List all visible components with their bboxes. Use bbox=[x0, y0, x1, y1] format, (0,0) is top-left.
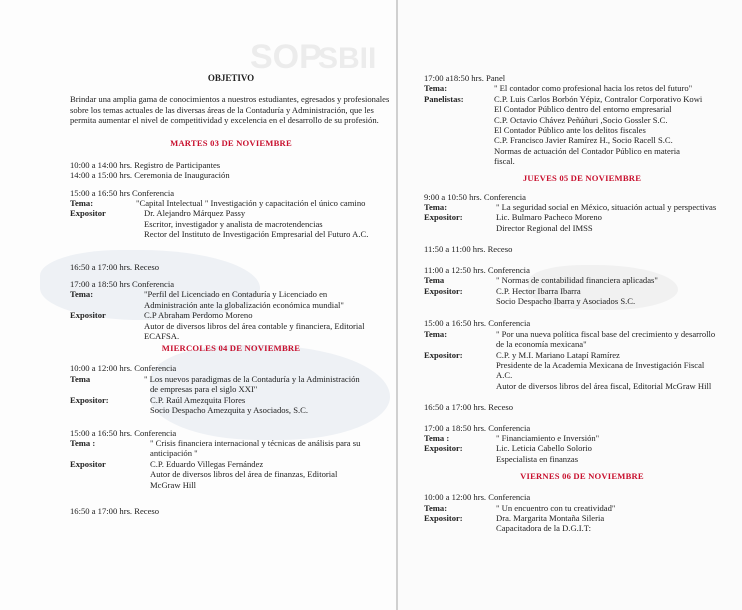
day-heading-jueves: JUEVES 05 DE NOVIEMBRE bbox=[522, 172, 642, 183]
objetivo-text: Brindar una amplia gama de conocimientos a nuestros estudiantes, egresados y profesionales sobre los temas actuales de las diversas áreas de la Contaduría y Administración, que les permita aumentar el nivel de competitividad y excelencia en el desarrollo de su profesión. bbox=[70, 94, 390, 126]
expositor-detail: Autor de diversos libros del área contable y financiera, Editorial bbox=[144, 320, 365, 331]
expositor-detail: Rector del Instituto de Investigación Empresarial del Futuro A.C. bbox=[144, 229, 369, 240]
tema-label: Tema : bbox=[424, 432, 450, 443]
right-page bbox=[398, 0, 742, 610]
session-time: 17:00 a18:50 hrs. Panel bbox=[424, 73, 506, 83]
expositor-text: C.P. Raúl Amezquita Flores bbox=[150, 394, 246, 405]
expositor-label: Expositor: bbox=[70, 394, 109, 405]
session-topic-row bbox=[424, 433, 740, 443]
expositor-detail: McGraw Hill bbox=[150, 479, 197, 490]
session-topic-row bbox=[424, 275, 740, 285]
receso-line: 16:50 a 17:00 hrs. Receso bbox=[70, 505, 160, 516]
tema-text: " Financiamiento e Inversión" bbox=[496, 432, 600, 443]
expositor-text: C.P Abraham Perdomo Moreno bbox=[144, 310, 253, 321]
receso-line: 16:50 a 17:00 hrs. Receso bbox=[424, 402, 514, 413]
panelista-text: El Contador Público ante los delitos fiscales bbox=[494, 125, 646, 136]
expositor-label: Expositor: bbox=[424, 349, 463, 360]
session-time: 15:00 a 16:50 hrs. Conferencia bbox=[70, 427, 177, 438]
expositor-label: Expositor: bbox=[424, 443, 463, 454]
tema-label: Tema bbox=[424, 275, 445, 286]
expositor-detail: Socio Despacho Ibarra y Asociados S.C. bbox=[496, 295, 636, 306]
receso-line: 16:50 a 17:00 hrs. Receso bbox=[70, 261, 160, 272]
panelista-text: Normas de actuación del Contador Público en materia bbox=[494, 145, 680, 156]
tema-label: Tema: bbox=[424, 83, 448, 94]
expositor-text: C.P. Hector Ibarra Ibarra bbox=[496, 285, 581, 296]
schedule-line: 10:00 a 14:00 hrs. Registro de Participantes bbox=[70, 159, 221, 170]
expositor-text: C.P. Eduardo Villegas Fernández bbox=[150, 458, 264, 469]
session-topic-row bbox=[70, 289, 392, 299]
expositor-detail: Director Regional del IMSS bbox=[496, 222, 593, 233]
expositor-label: Expositor: bbox=[424, 212, 463, 223]
session-time: 11:00 a 12:50 hrs. Conferencia bbox=[424, 264, 530, 275]
session-time: 17:00 a 18:50 hrs Conferencia bbox=[70, 279, 175, 290]
expositor-detail: Autor de diversos libros del área fiscal, Editorial McGraw Hill bbox=[496, 380, 712, 391]
session-topic-row bbox=[424, 503, 740, 513]
session-speaker-row bbox=[70, 395, 392, 405]
expositor-label: Expositor bbox=[70, 208, 106, 219]
tema-text: anticipación " bbox=[150, 448, 198, 459]
day-heading-viernes: VIERNES 06 DE NOVIEMBRE bbox=[520, 471, 644, 482]
session-time: 15:00 a 16:50 hrs Conferencia bbox=[70, 187, 175, 198]
session-speaker-row bbox=[70, 459, 392, 469]
right-content bbox=[424, 73, 740, 534]
tema-text: " Crisis financiera internacional y técnicas de análisis para su bbox=[150, 437, 361, 448]
expositor-detail: Especialista en finanzas bbox=[496, 453, 579, 464]
day-heading-martes: MARTES 03 DE NOVIEMBRE bbox=[170, 137, 292, 148]
session-topic-row bbox=[70, 374, 392, 384]
schedule-line: 14:00 a 15:00 hrs. Ceremonia de Inauguración bbox=[70, 170, 230, 181]
expositor-text: Dra. Margarita Montaña Sileria bbox=[496, 513, 605, 523]
session-topic-row bbox=[424, 329, 740, 339]
session-time: 9:00 a 10:50 hrs. Conferencia bbox=[424, 191, 526, 202]
expositor-detail: A.C. bbox=[496, 370, 513, 381]
session-topic-row bbox=[424, 202, 740, 212]
session-time: 10:00 a 12:00 hrs. Conferencia bbox=[70, 363, 177, 374]
tema-text: "Perfil del Licenciado en Contaduría y Licenciado en bbox=[144, 289, 328, 300]
session-topic-row bbox=[424, 83, 740, 93]
session-speaker-row bbox=[424, 286, 740, 296]
panelistas-row bbox=[424, 94, 740, 104]
objetivo-title: OBJETIVO bbox=[207, 73, 255, 83]
expositor-detail: Socio Despacho Amezquita y Asociados, S.C. bbox=[150, 405, 309, 416]
tema-label: Tema : bbox=[70, 437, 96, 448]
expositor-detail: Autor de diversos libros del área de finanzas, Editorial bbox=[150, 469, 338, 480]
tema-text: " Por una nueva política fiscal base del crecimiento y desarrollo bbox=[496, 328, 716, 339]
left-content bbox=[70, 73, 392, 516]
expositor-label: Expositor: bbox=[424, 513, 463, 523]
session-speaker-row bbox=[70, 208, 392, 218]
expositor-detail: ECAFSA. bbox=[144, 331, 180, 342]
session-speaker-row bbox=[424, 212, 740, 222]
expositor-text: Lic. Leticia Cabello Solorio bbox=[496, 443, 592, 454]
panelista-text: fiscal. bbox=[494, 156, 515, 167]
panelista-text: El Contador Público dentro del entorno empresarial bbox=[494, 104, 672, 115]
tema-text: de empresas para el siglo XXI" bbox=[150, 384, 258, 395]
panelistas-label: Panelistas: bbox=[424, 93, 464, 104]
tema-text: de la economía mexicana" bbox=[496, 339, 587, 350]
session-speaker-row bbox=[424, 350, 740, 360]
panelista-text: C.P. Luis Carlos Borbón Yépiz, Contralor Corporativo Kowi bbox=[494, 93, 703, 104]
session-time: 10:00 a 12:00 hrs. Conferencia bbox=[424, 492, 531, 503]
tema-text: " La seguridad social en México, situación actual y perspectivas bbox=[496, 202, 717, 213]
watermark-sop: SOP bbox=[250, 38, 322, 76]
expositor-detail: Capacitadora de la D.G.I.T: bbox=[496, 523, 592, 534]
expositor-detail: Presidente de la Academia Mexicana de Investigación Fiscal bbox=[496, 359, 705, 370]
tema-label: Tema: bbox=[70, 289, 94, 300]
watermark-sbii: SBII bbox=[318, 42, 377, 75]
expositor-text: Lic. Bulmaro Pacheco Moreno bbox=[496, 212, 602, 223]
expositor-text: C.P. y M.I. Mariano Latapí Ramírez bbox=[496, 349, 620, 360]
panelista-text: C.P. Octavio Chávez Peñúñuri ,Socio Gossler S.C. bbox=[494, 114, 668, 125]
day-heading-miercoles: MIERCOLES 04 DE NOVIEMBRE bbox=[161, 343, 301, 354]
tema-text: " Un encuentro con tu creatividad" bbox=[496, 502, 616, 513]
tema-text: Administración ante la globalización económica mundial" bbox=[144, 299, 344, 310]
tema-text: " Normas de contabilidad financiera aplicadas" bbox=[496, 275, 658, 286]
session-speaker-row bbox=[424, 513, 740, 523]
session-time: 17:00 a 18:50 hrs. Conferencia bbox=[424, 422, 531, 433]
tema-label: Tema bbox=[70, 373, 91, 384]
tema-label: Tema: bbox=[424, 502, 448, 513]
session-speaker-row bbox=[424, 443, 740, 453]
session-time: 15:00 a 16:50 hrs. Conferencia bbox=[424, 318, 531, 329]
panelista-text: C.P. Francisco Javier Ramírez H., Socio Racell S.C. bbox=[494, 135, 673, 146]
expositor-label: Expositor: bbox=[424, 285, 463, 296]
expositor-detail: Escritor, investigador y analista de macrotendencias bbox=[144, 218, 323, 229]
expositor-text: Dr. Alejandro Márquez Passy bbox=[144, 208, 246, 219]
session-topic-row bbox=[70, 438, 392, 448]
tema-text: " Los nuevos paradigmas de la Contaduría y la Administración bbox=[144, 373, 360, 384]
session-topic-row bbox=[70, 198, 392, 208]
expositor-label: Expositor bbox=[70, 310, 106, 321]
receso-line: 11:50 a 11:00 hrs. Receso bbox=[424, 244, 513, 255]
session-speaker-row bbox=[70, 310, 392, 320]
tema-label: Tema: bbox=[70, 198, 94, 208]
tema-label: Tema: bbox=[424, 328, 448, 339]
tema-text: " El contador como profesional hacia los retos del futuro" bbox=[494, 83, 693, 94]
expositor-label: Expositor bbox=[70, 458, 106, 469]
tema-label: Tema: bbox=[424, 202, 448, 213]
tema-text: "Capital Intelectual " Investigación y capacitación el único camino bbox=[136, 198, 366, 208]
